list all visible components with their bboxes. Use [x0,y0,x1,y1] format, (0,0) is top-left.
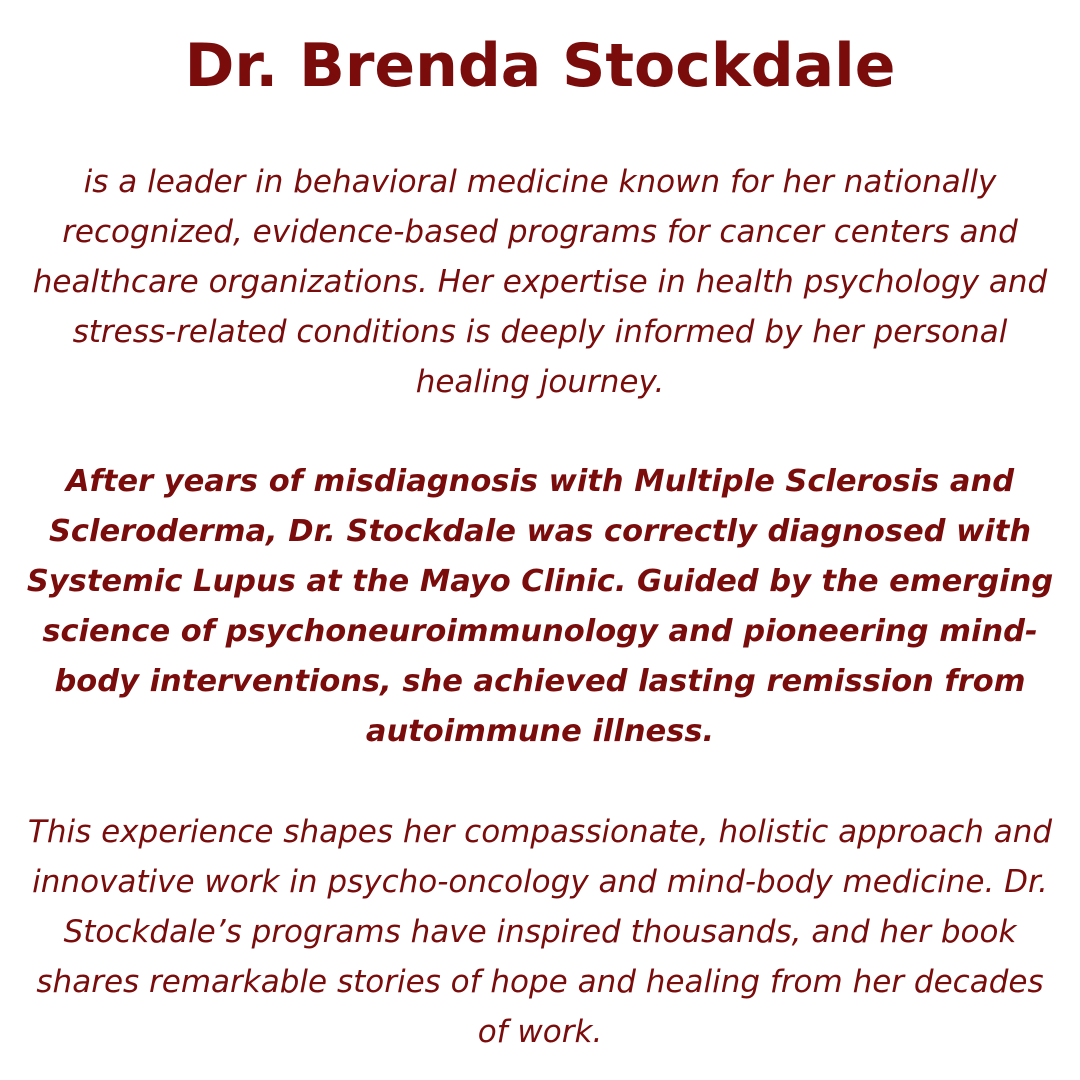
page-title: Dr. Brenda Stockdale [184,31,896,101]
intro-paragraph: is a leader in behavioral medicine known for her nationally recognized, evidence-based programs for cancer centers and healthcare organizations. Her expertise in health psychology and stress-related conditions is deeply informed by her personal healing journey. [32,164,1048,400]
approach-paragraph: This experience shapes her compassionate, holistic approach and innovative work in psycho-oncology and mind-body medicine. Dr. Stockdale’s programs have inspired thousands, and her book shares remarkable stories of hope and healing from her decades of work. [27,814,1053,1050]
diagnosis-paragraph: After years of misdiagnosis with Multiple Sclerosis and Scleroderma, Dr. Stockdale was correctly diagnosed with Systemic Lupus at the Mayo Clinic. Guided by the emerging science of psychoneuroimmunology and pioneering mind-body interventions, she achieved lasting remission from autoimmune illness. [26,464,1054,749]
